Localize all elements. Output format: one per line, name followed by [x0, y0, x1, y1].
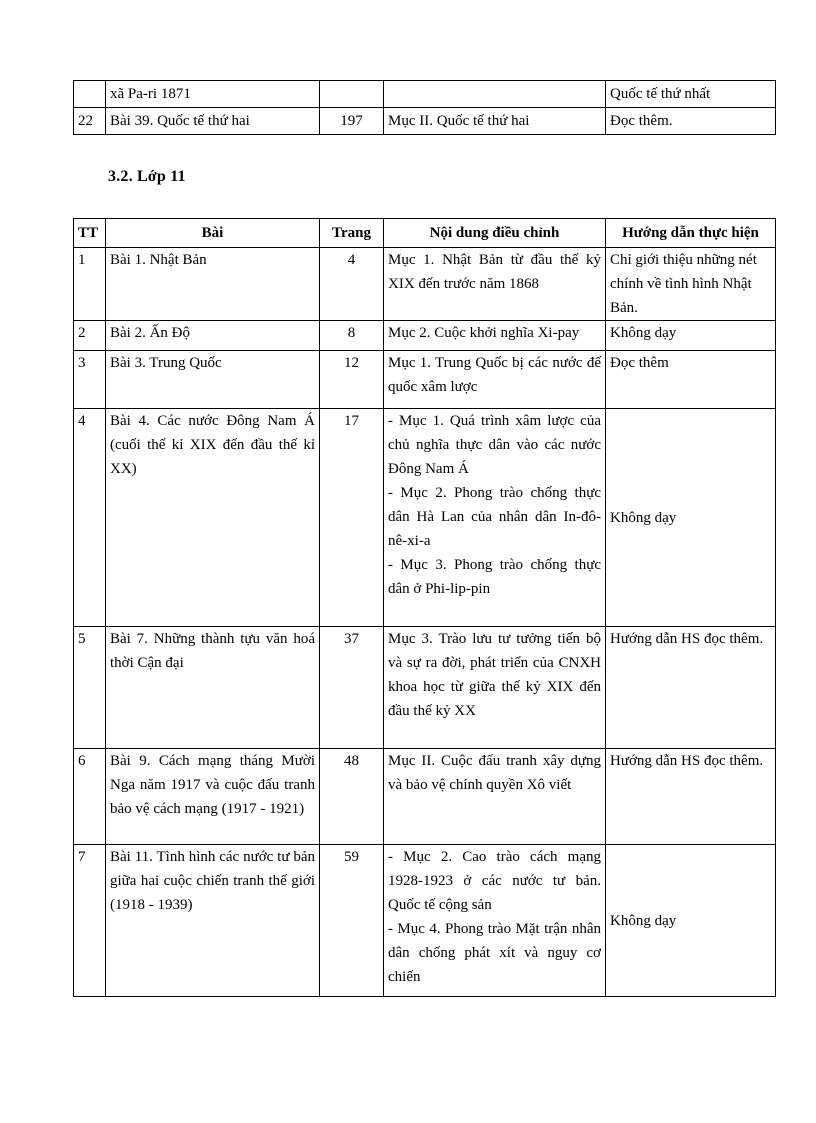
header-tt: TT: [74, 219, 106, 248]
cell-trang: 17: [320, 409, 384, 627]
cell-trang: 59: [320, 845, 384, 997]
table-row: [74, 81, 776, 108]
cell-bai: Bài 11. Tình hình các nước tư bản giữa hai cuộc chiến tranh thế giới (1918 - 1939): [106, 845, 320, 997]
adjustment-table: [73, 218, 776, 997]
table-row: [74, 749, 776, 845]
cell-tt: 3: [74, 351, 106, 409]
cell-bai: Bài 2. Ấn Độ: [106, 321, 320, 351]
cell-bai: Bài 39. Quốc tế thứ hai: [106, 108, 320, 135]
table-row: [74, 321, 776, 351]
cell-noi-dung: [384, 248, 606, 321]
cell-huong-dan: Không dạy: [606, 409, 776, 627]
cell-noi-dung: [384, 321, 606, 351]
cell-trang: 4: [320, 248, 384, 321]
cell-noi-dung: [384, 749, 606, 845]
continued-table: [73, 80, 776, 135]
cell-noi-dung: Mục II. Quốc tế thứ hai: [384, 108, 606, 135]
table-row: [74, 351, 776, 409]
cell-huong-dan: Đọc thêm: [606, 351, 776, 409]
noi-dung-line: Mục II. Cuộc đấu tranh xây dựng và bảo vệ chính quyền Xô viết: [388, 753, 601, 793]
noi-dung-line: Mục 1. Trung Quốc bị các nước đế quốc xâm lược: [388, 355, 601, 395]
cell-tt: 7: [74, 845, 106, 997]
table-row: [74, 845, 776, 997]
cell-noi-dung: [384, 81, 606, 108]
header-noi-dung: Nội dung điều chỉnh: [384, 219, 606, 248]
header-bai: Bài: [106, 219, 320, 248]
cell-noi-dung: [384, 409, 606, 627]
cell-bai: Bài 7. Những thành tựu văn hoá thời Cận đại: [106, 627, 320, 749]
noi-dung-line: - Mục 2. Cao trào cách mạng 1928-1923 ở các nước tư bản. Quốc tế cộng sản: [388, 849, 601, 913]
header-huong-dan: Hướng dẫn thực hiện: [606, 219, 776, 248]
noi-dung-line: Mục 1. Nhật Bản từ đầu thế kỷ XIX đến trước năm 1868: [388, 252, 601, 292]
noi-dung-line: - Mục 4. Phong trào Mặt trận nhân dân chống phát xít và nguy cơ chiến: [388, 921, 601, 985]
noi-dung-line: - Mục 3. Phong trào chống thực dân ở Phi-lip-pin: [388, 557, 601, 597]
cell-bai: xã Pa-ri 1871: [106, 81, 320, 108]
table-row: [74, 248, 776, 321]
cell-huong-dan: Hướng dẫn HS đọc thêm.: [606, 627, 776, 749]
cell-huong-dan: Quốc tế thứ nhất: [606, 81, 776, 108]
cell-tt: 1: [74, 248, 106, 321]
cell-bai: Bài 1. Nhật Bản: [106, 248, 320, 321]
cell-tt: 22: [74, 108, 106, 135]
cell-bai: Bài 4. Các nước Đông Nam Á (cuối thế kỉ XIX đến đầu thế kỉ XX): [106, 409, 320, 627]
noi-dung-line: Mục 2. Cuộc khởi nghĩa Xi-pay: [388, 325, 580, 341]
table-row: [74, 627, 776, 749]
cell-trang: [320, 81, 384, 108]
cell-noi-dung: [384, 351, 606, 409]
cell-huong-dan: Không dạy: [606, 845, 776, 997]
cell-trang: 48: [320, 749, 384, 845]
noi-dung-line: - Mục 1. Quá trình xâm lược của chủ nghĩa thực dân vào các nước Đông Nam Á: [388, 413, 601, 477]
cell-bai: Bài 9. Cách mạng tháng Mười Nga năm 1917 và cuộc đấu tranh bảo vệ cách mạng (1917 - 1921): [106, 749, 320, 845]
cell-trang: 197: [320, 108, 384, 135]
cell-trang: 8: [320, 321, 384, 351]
cell-tt: 5: [74, 627, 106, 749]
cell-trang: 37: [320, 627, 384, 749]
table-header-row: [74, 219, 776, 248]
header-trang: Trang: [320, 219, 384, 248]
section-heading: 3.2. Lớp 11: [108, 168, 186, 185]
noi-dung-line: Mục 3. Trào lưu tư tưởng tiến bộ và sự ra đời, phát triển của CNXH khoa học từ giữa thế kỷ XIX đến đầu thế kỷ XX: [388, 631, 601, 719]
table-row: [74, 108, 776, 135]
cell-tt: 2: [74, 321, 106, 351]
cell-huong-dan: Không dạy: [606, 321, 776, 351]
table-row: [74, 409, 776, 627]
noi-dung-line: - Mục 2. Phong trào chống thực dân Hà Lan của nhân dân In-đô-nê-xi-a: [388, 485, 601, 549]
cell-huong-dan: Hướng dẫn HS đọc thêm.: [606, 749, 776, 845]
cell-noi-dung: [384, 845, 606, 997]
cell-tt: [74, 81, 106, 108]
cell-bai: Bài 3. Trung Quốc: [106, 351, 320, 409]
cell-tt: 6: [74, 749, 106, 845]
cell-noi-dung: [384, 627, 606, 749]
cell-huong-dan: Đọc thêm.: [606, 108, 776, 135]
cell-huong-dan: Chỉ giới thiệu những nét chính về tình hình Nhật Bản.: [606, 248, 776, 321]
cell-trang: 12: [320, 351, 384, 409]
cell-tt: 4: [74, 409, 106, 627]
